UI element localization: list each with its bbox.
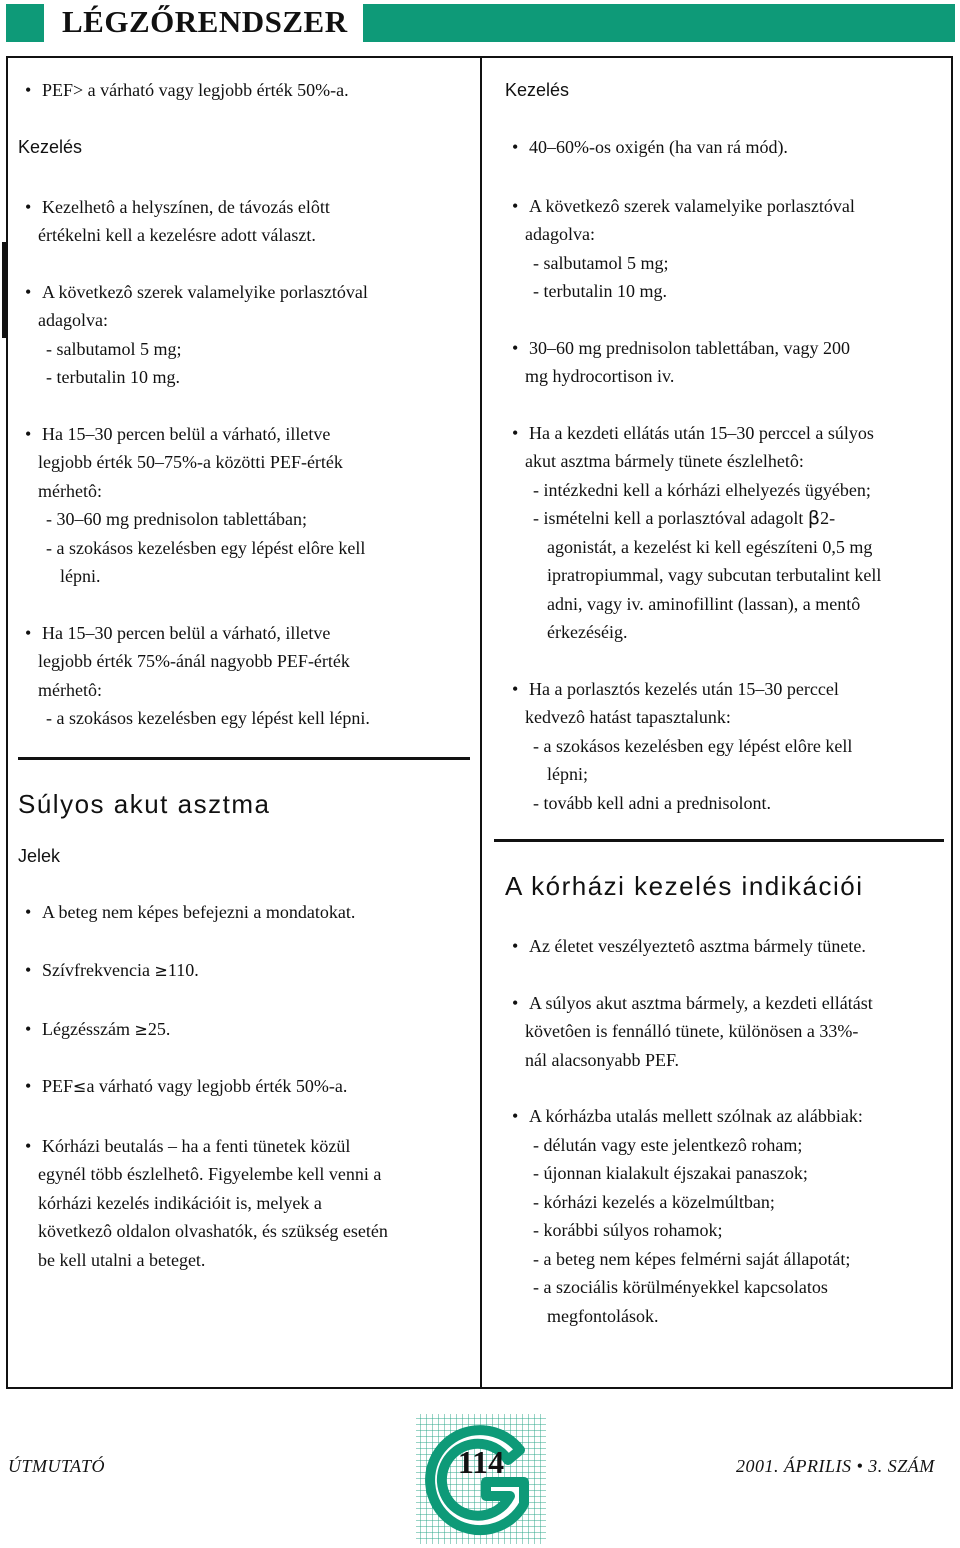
list-item: • Ha a kezdeti ellátás után 15–30 perccel a súlyos akut asztma bármely tünete észlelhetô: - intézkedni kell a kórházi elhelyezés ügyében; - ismételni kell a porlasztóval adagolt β2- agonistát, a kezelést ki kell egészíteni 0,5 mg ipratropiummal, vagy subcutan terbutalint kell adni, vagy iv. aminofillint (lassan), a mentô érkezéséig. xyxy=(505,419,945,647)
list-item: • A kórházba utalás mellett szólnak az alábbiak: - délután vagy este jelentkezô roham; - újonnan kialakult éjszakai panaszok; - kórházi kezelés a közelmúltban; - korábbi súlyos rohamok; - a beteg nem képes felmérni saját állapotát; - a szociális körülményekkel kapcsolatos megfontolások. xyxy=(505,1102,945,1330)
footer-issue-date: 2001. ÁPRILIS • 3. SZÁM xyxy=(736,1456,935,1476)
header-accent-bar-left xyxy=(6,4,44,42)
list-item: • 30–60 mg prednisolon tablettában, vagy 200 mg hydrocortison iv. xyxy=(505,334,945,391)
list-item: • A beteg nem képes befejezni a mondatokat. xyxy=(18,898,470,927)
footer-publication-name: ÚTMUTATÓ xyxy=(8,1456,106,1476)
list-item: • Ha a porlasztós kezelés után 15–30 perccel kedvezô hatást tapasztalunk: - a szokásos kezelésben egy lépést elôre kell lépni; - tovább kell adni a prednisolont. xyxy=(505,675,945,818)
subheading-kezeles: Kezelés xyxy=(18,136,83,157)
list-item: • Légzésszám ≥25. xyxy=(18,1015,470,1045)
greater-equal-symbol: ≥ xyxy=(134,1019,148,1039)
left-column xyxy=(18,60,470,1274)
list-item: • Kórházi beutalás – ha a fenti tünetek közül egynél több észlelhetô. Figyelembe kell venni a kórházi kezelés indikációit is, melyek a következô oldalon olvashatók, és szükség esetén be kell utalni a beteget. xyxy=(18,1132,470,1275)
less-equal-symbol: ≤ xyxy=(73,1077,87,1096)
list-item: • 40–60%-os oxigén (ha van rá mód). xyxy=(505,133,945,162)
page-header-title: LÉGZŐRENDSZER xyxy=(62,4,348,39)
subheading-kezeles: Kezelés xyxy=(505,80,570,100)
list-item: • Kezelhetô a helyszínen, de távozás elôtt értékelni kell a kezelésre adott választ. xyxy=(18,193,470,250)
right-column xyxy=(505,60,945,1330)
list-item: • PEF≤a várható vagy legjobb érték 50%-a. xyxy=(18,1072,470,1102)
section-title-korhazi-kezeles-indikacioi: A kórházi kezelés indikációi xyxy=(505,871,864,901)
list-item: • Az életet veszélyeztetô asztma bármely tünete. xyxy=(505,932,945,961)
list-item: • Ha 15–30 percen belül a várható, illetve legjobb érték 75%-ánál nagyobb PEF-érték mérhetô: - a szokásos kezelésben egy lépést kell lépni. xyxy=(18,619,470,733)
subheading-jelek: Jelek xyxy=(18,845,61,866)
section-title-sulyos-akut-asztma: Súlyos akut asztma xyxy=(18,788,271,819)
list-item: • Ha 15–30 percen belül a várható, illetve legjobb érték 50–75%-a közötti PEF-érték mérhetô: - 30–60 mg prednisolon tablettában; - a szokásos kezelésben egy lépést elôre kell lépni. xyxy=(18,420,470,591)
column-divider xyxy=(480,56,482,1389)
page-number: 114 xyxy=(457,1444,505,1480)
section-rule xyxy=(18,757,470,760)
list-item: • A következô szerek valamelyike porlasztóval adagolva: - salbutamol 5 mg; - terbutalin 10 mg. xyxy=(505,192,945,306)
beta-symbol: β xyxy=(807,507,821,529)
greater-equal-symbol: ≥ xyxy=(154,961,168,980)
list-item: • A súlyos akut asztma bármely, a kezdeti ellátást követôen is fennálló tünete, különösen a 33%- nál alacsonyabb PEF. xyxy=(505,989,945,1075)
list-item: • Szívfrekvencia ≥110. xyxy=(18,956,470,986)
list-item: • A következô szerek valamelyike porlasztóval adagolva: - salbutamol 5 mg; - terbutalin 10 mg. xyxy=(18,278,470,392)
header-accent-bar-right xyxy=(363,4,955,42)
list-item: • PEF> a várható vagy legjobb érték 50%-a. xyxy=(18,76,470,105)
section-rule xyxy=(494,839,944,842)
margin-edge-mark xyxy=(2,242,6,338)
